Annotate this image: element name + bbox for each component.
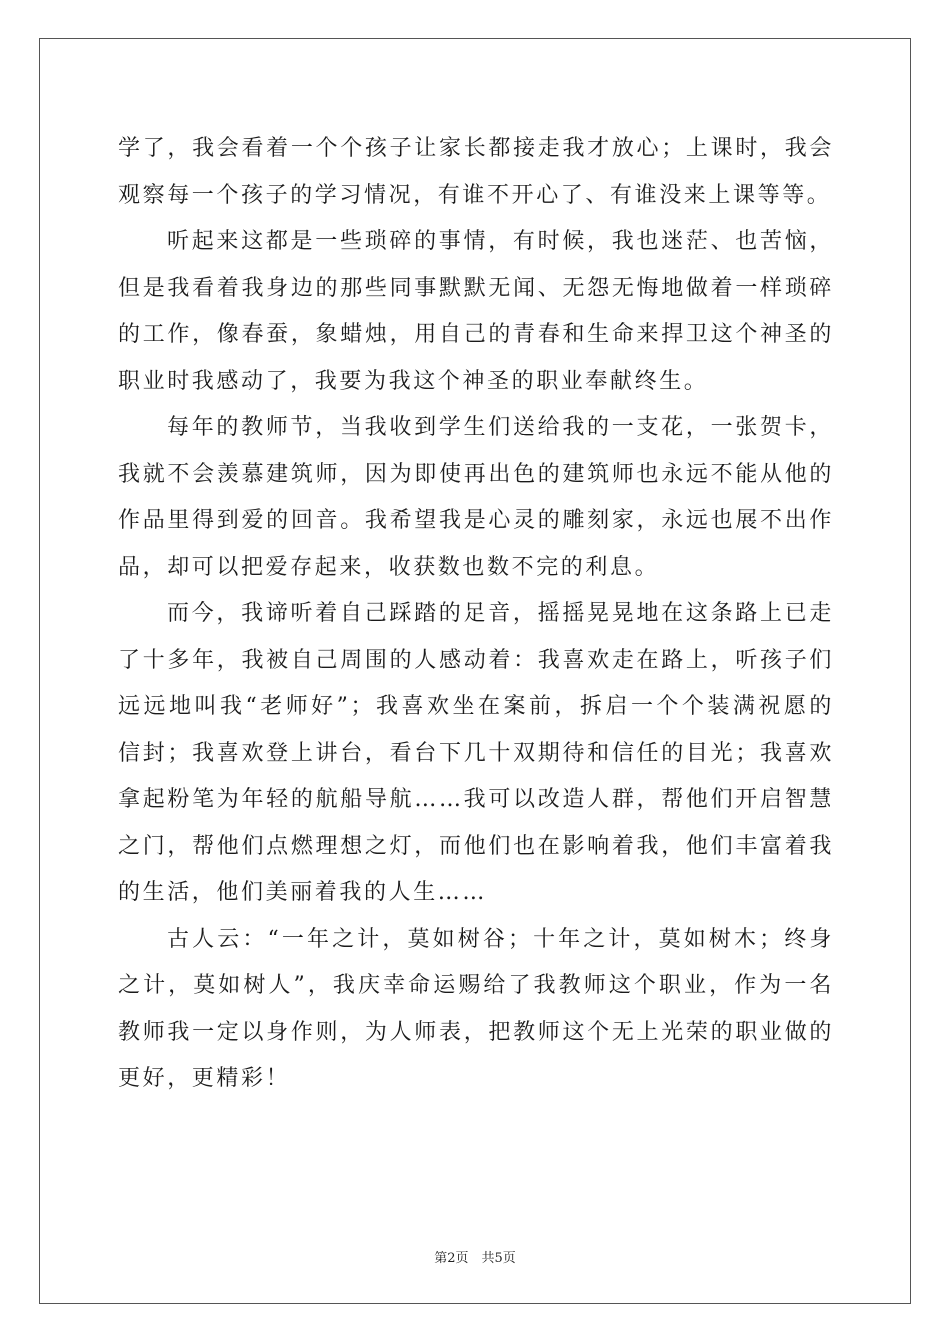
paragraph-3: 每年的教师节，当我收到学生们送给我的一支花，一张贺卡，我就不会羡慕建筑师，因为即使再出色的建筑师也永远不能从他的作品里得到爱的回音。我希望我是心灵的雕刻家，永远也展不出作品，却可以把爱存起来，收获数也数不完的利息。 — [118, 415, 834, 580]
paragraph-1: 学了，我会看着一个个孩子让家长都接走我才放心；上课时，我会观察每一个孩子的学习情况，有谁不开心了、有谁没来上课等等。 — [118, 136, 834, 208]
page-number-footer: 第2页 共5页 — [434, 1251, 516, 1266]
document-body — [118, 126, 834, 1103]
paragraph-2: 听起来这都是一些琐碎的事情，有时候，我也迷茫、也苦恼，但是我看着我身边的那些同事默默无闻、无怨无悔地做着一样琐碎的工作，像春蚕，象蜡烛，用自己的青春和生命来捍卫这个神圣的职业时我感动了，我要为我这个神圣的职业奉献终生。 — [118, 229, 834, 394]
paragraph-4: 而今，我谛听着自己踩踏的足音，摇摇晃晃地在这条路上已走了十多年，我被自己周围的人感动着：我喜欢走在路上，听孩子们远远地叫我“老师好”；我喜欢坐在案前，拆启一个个装满祝愿的信封；我喜欢登上讲台，看台下几十双期待和信任的目光；我喜欢拿起粉笔为年轻的航船导航……我可以改造人群，帮他们开启智慧之门，帮他们点燃理想之灯，而他们也在影响着我，他们丰富着我的生活，他们美丽着我的人生…… — [118, 601, 834, 905]
paragraph-5: 古人云：“一年之计，莫如树谷；十年之计，莫如树木；终身之计，莫如树人”，我庆幸命运赐给了我教师这个职业，作为一名教师我一定以身作则，为人师表，把教师这个无上光荣的职业做的更好，更精彩！ — [118, 926, 834, 1091]
